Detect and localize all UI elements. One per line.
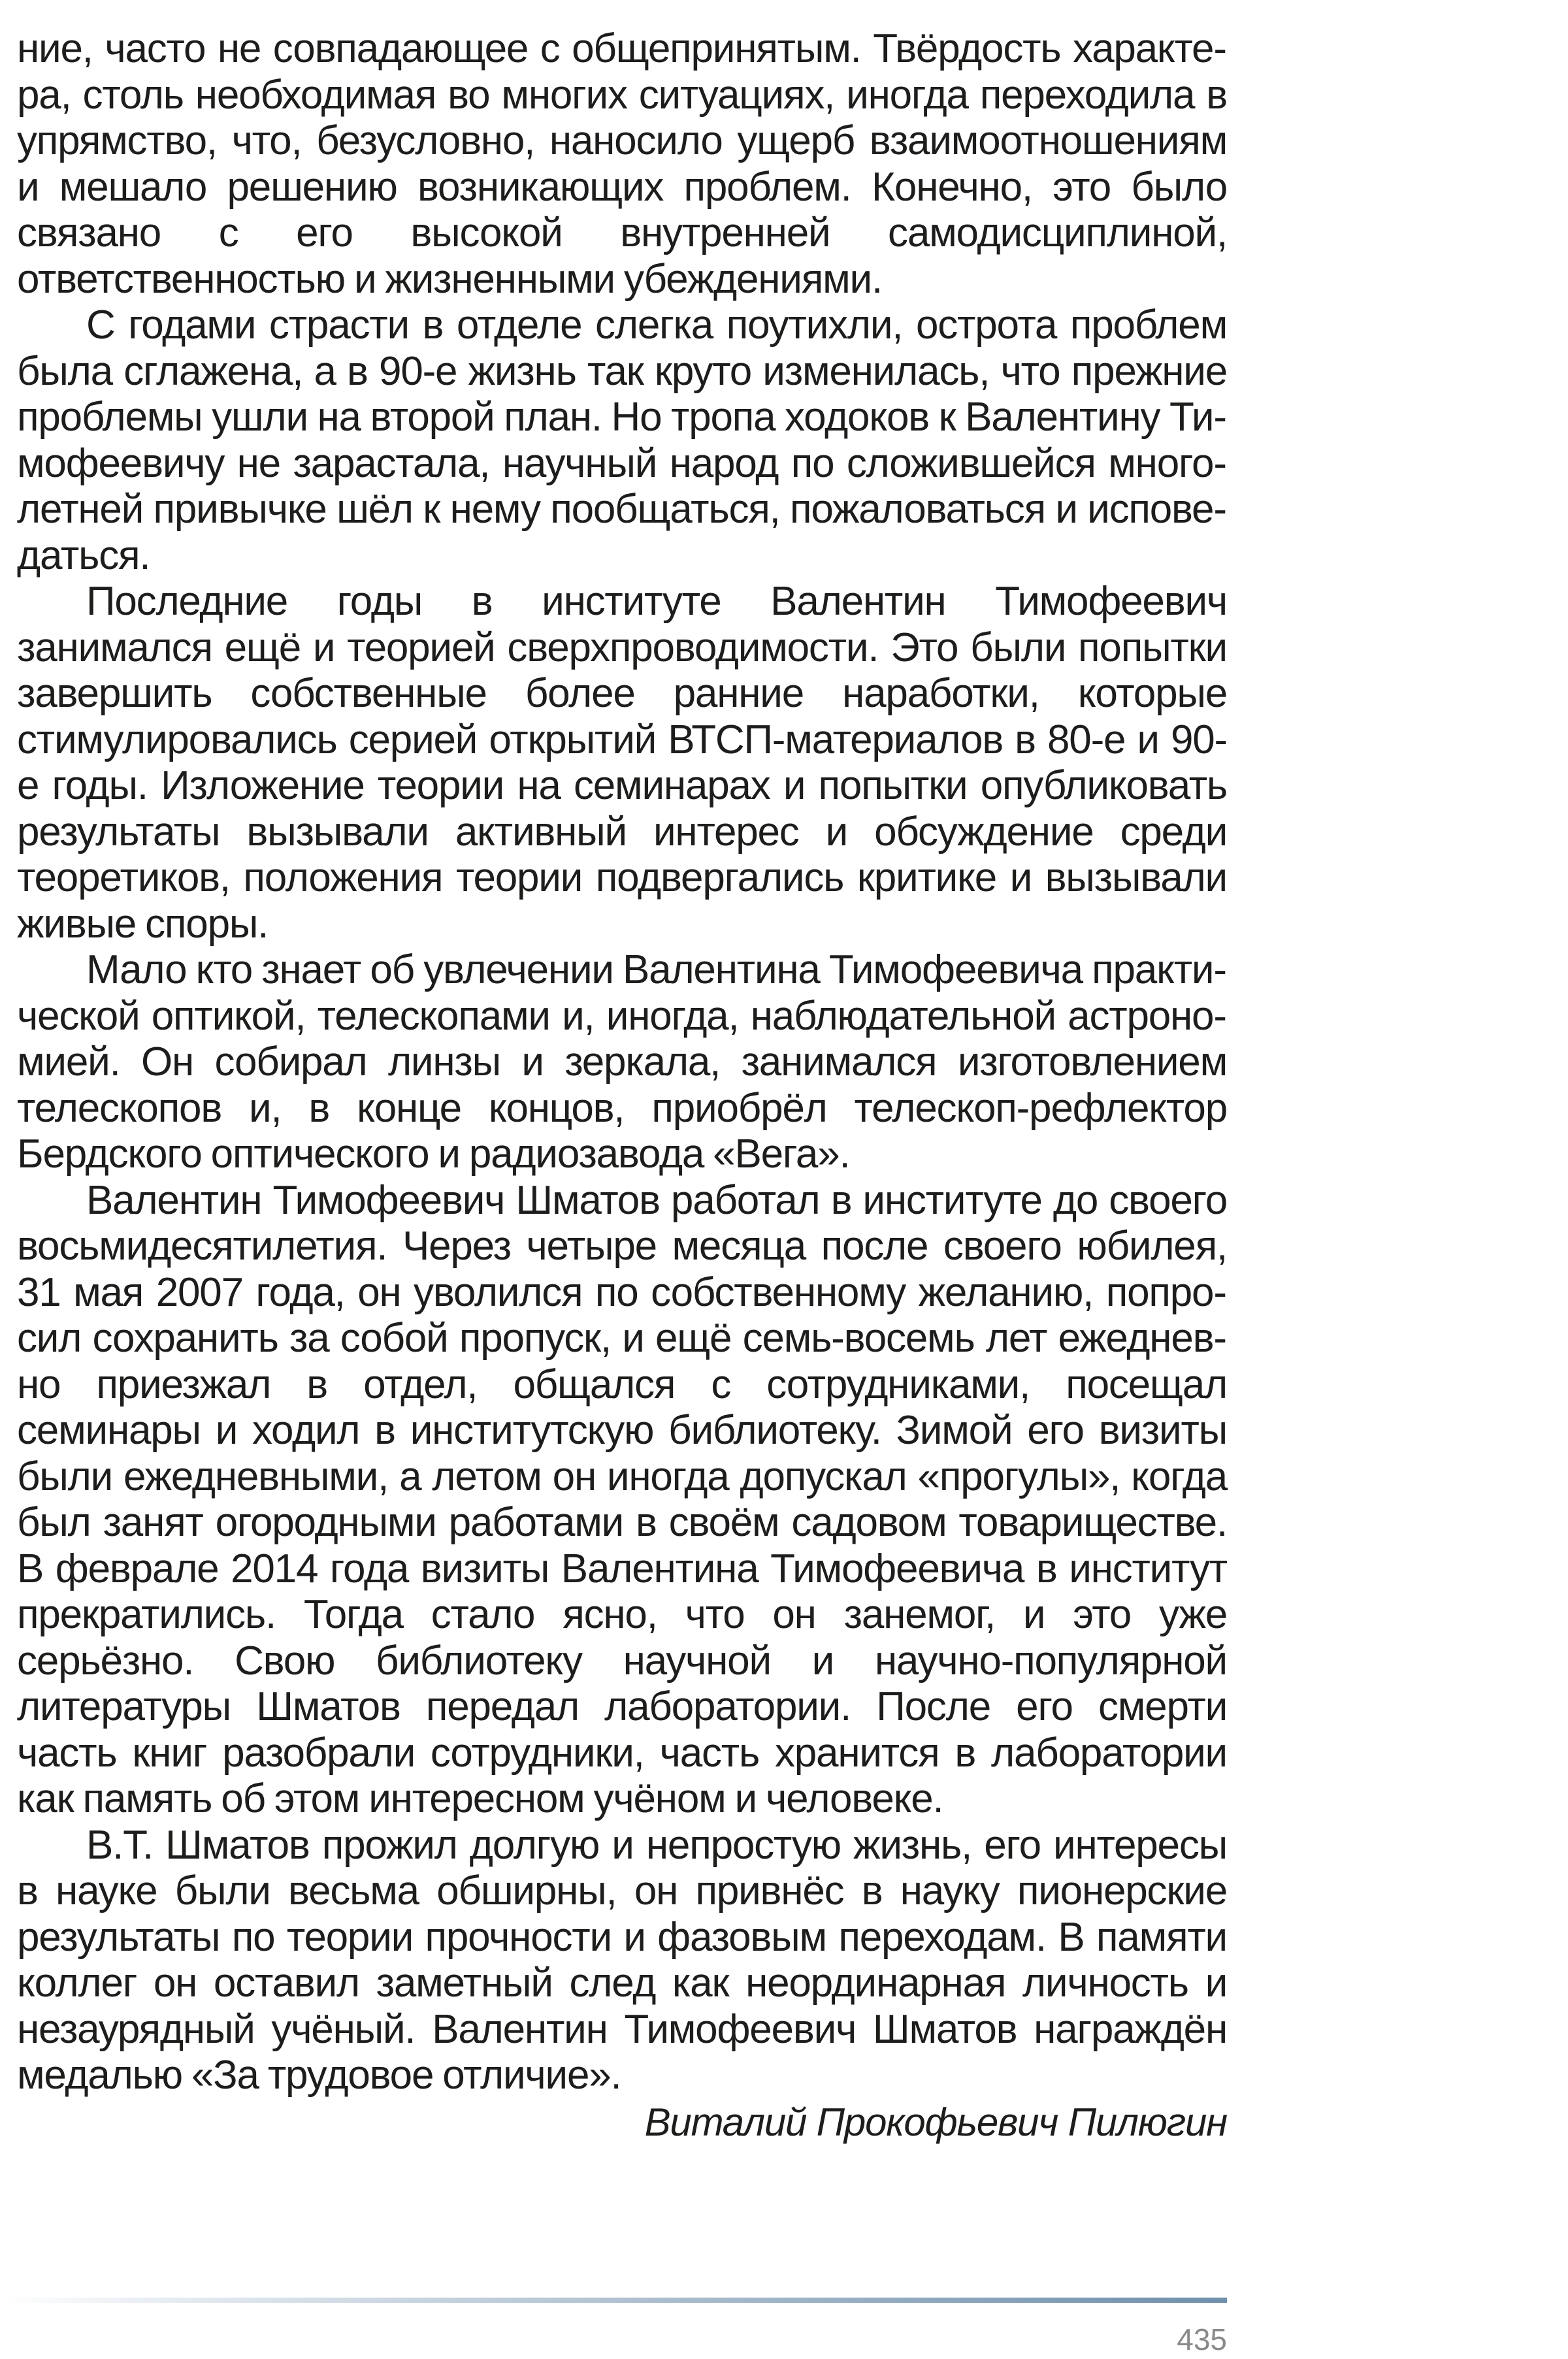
- author-signature: Виталий Прокофьевич Пилюгин: [644, 2100, 1227, 2144]
- paragraph-conclusion: В.Т. Шматов прожил долгую и непростую жизнь, его интересы в науке были весьма обширны, он привнёс в науку пионерские результаты по теории прочности и фазовым переходам. В памяти коллег он оставил заметный след как неординарная личность и незаурядный учёный. Валентин Тимофеевич Шматов награждён медалью «За трудовое отличие».: [17, 1822, 1227, 2098]
- footer-divider: [0, 2298, 1227, 2303]
- page-number: 435: [1177, 2322, 1227, 2356]
- paragraph-department-years: С годами страсти в отделе слегка поутихли, острота проблем была сглажена, а в 90-е жизнь так круто изменилась, что прежние проблемы ушли на второй план. Но тропа ходоков к Валентину Тимофеевичу не зарастала, научный народ по сложившейся многолетней привычке шёл к нему пообщаться, пожаловаться и исповедаться.: [17, 302, 1227, 578]
- paragraph-continuation: ние, часто не совпадающее с общепринятым. Твёрдость характера, столь необходимая во многих ситуациях, иногда переходила в упрямство, что, безусловно, наносило ущерб взаимоотношениям и мешало решению возникающих проблем. Конечно, это было связано с его высокой внутренней самодисциплиной, ответственностью и жизненными убеждениями.: [17, 26, 1227, 302]
- paragraph-later-years: Валентин Тимофеевич Шматов работал в институте до своего восьмидесятилетия. Через четыре месяца после своего юбилея, 31 мая 2007 года, он уволился по собственному желанию, попросил сохранить за собой пропуск, и ещё семь-восемь лет ежедневно приезжал в отдел, общался с сотрудниками, посещал семинары и ходил в институтскую библиотеку. Зимой его визиты были ежедневными, а летом он иногда допускал «прогулы», когда был занят огородными работами в своём садовом товариществе. В феврале 2014 года визиты Валентина Тимофеевича в институт прекратились. Тогда стало ясно, что он занемог, и это уже серьёзно. Свою библиотеку научной и научно-популярной литературы Шматов передал лаборатории. После его смерти часть книг разобрали сотрудники, часть хранится в лаборатории как память об этом интересном учёном и человеке.: [17, 1177, 1227, 1821]
- paragraph-optics-hobby: Мало кто знает об увлечении Валентина Тимофеевича практической оптикой, телескопами и, иногда, наблюдательной астрономией. Он собирал линзы и зеркала, занимался изготовлением телескопов и, в конце концов, приобрёл телескоп-рефлектор Бердского оптического и радиозавода «Вега».: [17, 947, 1227, 1177]
- paragraph-superconductivity: Последние годы в институте Валентин Тимофеевич занимался ещё и теорией сверхпроводимости. Это были попытки завершить собственные более ранние наработки, которые стимулировались серией открытий ВТСП-материалов в 80-е и 90-е годы. Изложение теории на семинарах и попытки опубликовать результаты вызывали активный интерес и обсуждение среди теоретиков, положения теории подвергались критике и вызывали живые споры.: [17, 579, 1227, 947]
- article-body: [17, 26, 1227, 2099]
